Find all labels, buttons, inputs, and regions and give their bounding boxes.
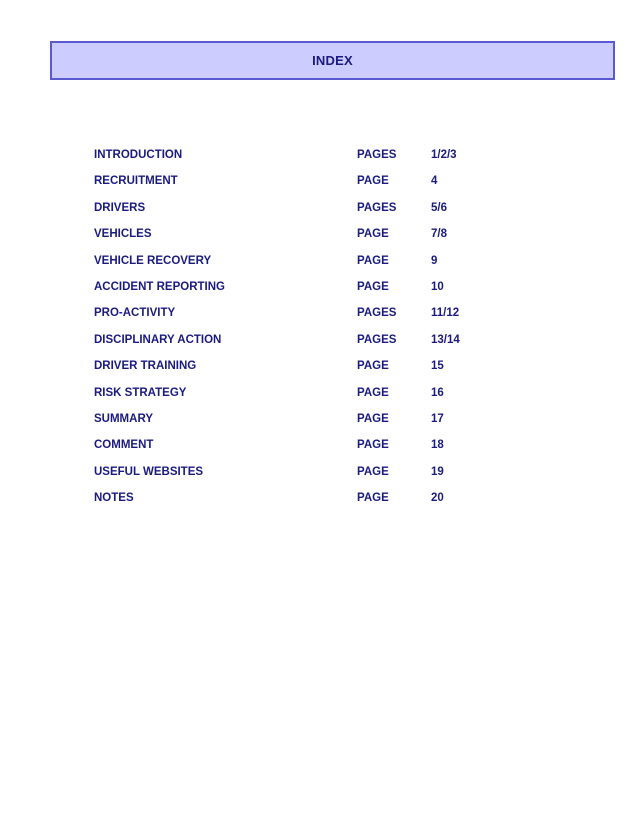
toc-entry-page-numbers: 15 (431, 360, 444, 373)
toc-entry-useful-websites (94, 461, 514, 487)
toc-entry-drivers (94, 197, 514, 223)
toc-entry-pro-activity (94, 302, 514, 328)
toc-entry-page-word: PAGES (357, 149, 397, 161)
toc-entry-title: INTRODUCTION (94, 149, 183, 161)
toc-entry-recruitment (94, 170, 514, 196)
toc-entry-page-word: PAGE (357, 412, 389, 425)
toc-entry-title: VEHICLES (94, 228, 152, 241)
toc-entry-summary (94, 408, 514, 434)
toc-entry-page-word: PAGE (357, 360, 389, 373)
toc-entry-page-numbers: 5/6 (431, 201, 447, 214)
toc-entry-title: DRIVER TRAINING (94, 360, 197, 373)
index-title: INDEX (312, 53, 353, 68)
toc-entry-title: USEFUL WEBSITES (94, 465, 204, 478)
toc-entry-page-numbers: 16 (431, 386, 444, 399)
toc-entry-page-numbers: 4 (431, 175, 438, 188)
toc-entry-title: COMMENT (94, 439, 154, 452)
toc-entry-page-numbers: 17 (431, 412, 444, 425)
toc-entry-title: RISK STRATEGY (94, 386, 187, 399)
toc-entry-page-word: PAGES (357, 201, 397, 214)
toc-entry-page-numbers: 1/2/3 (431, 149, 457, 161)
toc-entry-page-numbers: 9 (431, 254, 438, 267)
toc-entry-title: SUMMARY (94, 412, 153, 425)
toc-entry-title: ACCIDENT REPORTING (94, 280, 225, 293)
toc-entry-title: VEHICLE RECOVERY (94, 254, 212, 267)
toc-entry-page-word: PAGE (357, 228, 389, 241)
toc-entry-title: NOTES (94, 492, 134, 505)
toc-entry-comment (94, 434, 514, 460)
toc-entry-page-word: PAGES (357, 333, 397, 346)
toc-entry-page-word: PAGE (357, 175, 389, 188)
index-header-box (50, 41, 615, 80)
toc-entry-accident-reporting (94, 276, 514, 302)
toc-entry-risk-strategy (94, 382, 514, 408)
toc-entry-page-numbers: 19 (431, 465, 444, 478)
toc-entry-introduction (94, 144, 514, 170)
toc-entry-page-word: PAGE (357, 465, 389, 478)
toc-entry-page-numbers: 11/12 (431, 307, 460, 320)
toc-entry-page-word: PAGE (357, 386, 389, 399)
toc-entry-driver-training (94, 355, 514, 381)
toc-entry-notes (94, 487, 514, 513)
toc-entry-page-word: PAGE (357, 439, 389, 452)
table-of-contents (94, 144, 514, 513)
toc-entry-page-numbers: 7/8 (431, 228, 447, 241)
toc-entry-title: RECRUITMENT (94, 175, 178, 188)
toc-entry-page-numbers: 20 (431, 492, 444, 505)
toc-entry-vehicle-recovery (94, 250, 514, 276)
toc-entry-page-word: PAGE (357, 492, 389, 505)
toc-entry-page-word: PAGE (357, 254, 389, 267)
toc-entry-vehicles (94, 223, 514, 249)
toc-entry-page-word: PAGES (357, 307, 397, 320)
toc-entry-page-word: PAGE (357, 280, 389, 293)
toc-entry-page-numbers: 10 (431, 280, 444, 293)
toc-entry-disciplinary-action (94, 329, 514, 355)
toc-entry-title: DRIVERS (94, 201, 146, 214)
toc-entry-page-numbers: 13/14 (431, 333, 460, 346)
toc-entry-title: DISCIPLINARY ACTION (94, 333, 222, 346)
toc-entry-title: PRO-ACTIVITY (94, 307, 176, 320)
toc-entry-page-numbers: 18 (431, 439, 444, 452)
